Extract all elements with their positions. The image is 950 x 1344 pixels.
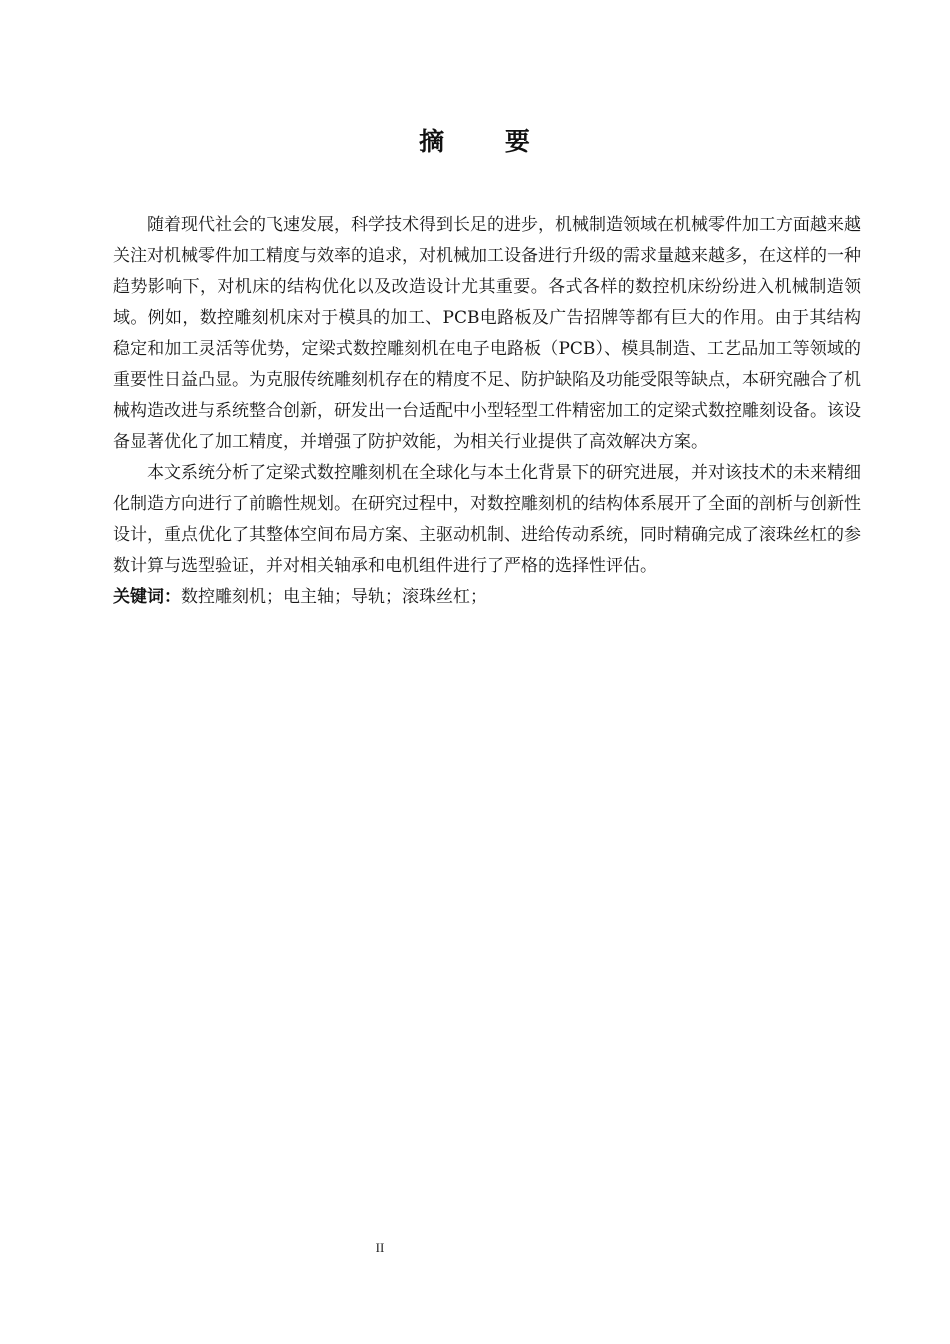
page-title: 摘 要 [419,127,556,156]
abstract-paragraph-1: 随着现代社会的飞速发展，科学技术得到长足的进步，机械制造领域在机械零件加工方面越来越关注对机械零件加工精度与效率的追求，对机械加工设备进行升级的需求量越来越多，在这样的一种趋势影响下，对机床的结构优化以及改造设计尤其重要。各式各样的数控机床纷纷进入机械制造领域。例如，数控雕刻机床对于模具的加工、PCB电路板及广告招牌等都有巨大的作用。由于其结构稳定和加工灵活等优势，定梁式数控雕刻机在电子电路板（PCB）、模具制造、工艺品加工等领域的重要性日益凸显。为克服传统雕刻机存在的精度不足、防护缺陷及功能受限等缺点，本研究融合了机械构造改进与系统整合创新，研发出一台适配中小型轻型工件精密加工的定梁式数控雕刻设备。该设备显著优化了加工精度，并增强了防护效能，为相关行业提供了高效解决方案。 [113,215,861,452]
abstract-body [113,210,861,613]
abstract-paragraph-2: 本文系统分析了定梁式数控雕刻机在全球化与本土化背景下的研究进展，并对该技术的未来精细化制造方向进行了前瞻性规划。在研究过程中，对数控雕刻机的结构体系展开了全面的剖析与创新性设计，重点优化了其整体空间布局方案、主驱动机制、进给传动系统，同时精确完成了滚珠丝杠的参数计算与选型验证，并对相关轴承和电机组件进行了严格的选择性评估。 [113,463,861,576]
keywords-value: 数控雕刻机；电主轴；导轨；滚珠丝杠； [181,587,487,607]
keywords-label: 关键词： [113,587,181,607]
keywords-line [113,582,861,613]
page-number: II [375,1240,385,1255]
